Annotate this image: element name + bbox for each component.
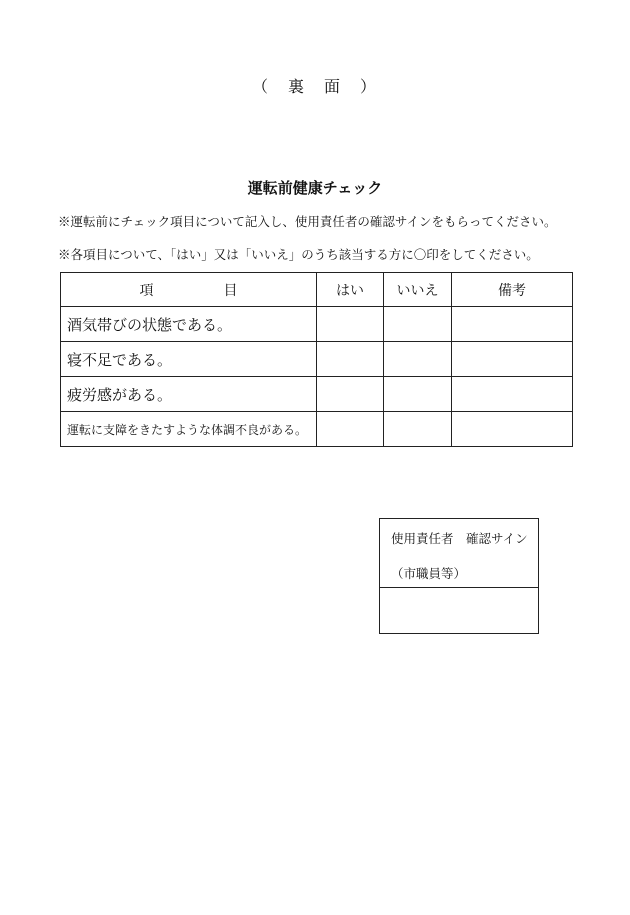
row-item-label: 運転に支障をきたすような体調不良がある。 [61, 412, 317, 447]
row-item-label: 酒気帯びの状態である。 [61, 307, 317, 342]
page-heading: （ 裏 面 ） [251, 77, 378, 96]
header-yes: はい [317, 273, 384, 307]
signature-field[interactable] [380, 588, 538, 633]
sign-box-header [380, 519, 538, 588]
supervisor-sign-box [379, 518, 539, 634]
row-no-cell[interactable] [384, 342, 452, 377]
row-item-label: 寝不足である。 [61, 342, 317, 377]
row-remarks-cell[interactable] [452, 412, 573, 447]
table-row [61, 412, 573, 447]
row-yes-cell[interactable] [317, 412, 384, 447]
row-yes-cell[interactable] [317, 342, 384, 377]
table-row [61, 377, 573, 412]
table-header-row [61, 273, 573, 307]
header-no: いいえ [384, 273, 452, 307]
row-remarks-cell[interactable] [452, 377, 573, 412]
sign-box-sublabel: （市職員等） [391, 566, 467, 581]
row-remarks-cell[interactable] [452, 342, 573, 377]
row-yes-cell[interactable] [317, 377, 384, 412]
instruction-sign-request: ※運転前にチェック項目について記入し、使用責任者の確認サインをもらってください。 [58, 214, 557, 229]
health-check-table [60, 272, 573, 447]
row-no-cell[interactable] [384, 377, 452, 412]
row-no-cell[interactable] [384, 307, 452, 342]
row-item-label: 疲労感がある。 [61, 377, 317, 412]
table-row [61, 342, 573, 377]
instruction-circle-answer: ※各項目について、「はい」又は「いいえ」のうち該当する方に〇印をしてください。 [58, 247, 539, 262]
sign-box-label: 使用責任者 確認サイン [391, 531, 528, 546]
header-remarks: 備考 [452, 273, 573, 307]
form-title: 運転前健康チェック [247, 179, 383, 197]
table-row [61, 307, 573, 342]
row-no-cell[interactable] [384, 412, 452, 447]
row-yes-cell[interactable] [317, 307, 384, 342]
header-item: 項 目 [61, 273, 317, 307]
row-remarks-cell[interactable] [452, 307, 573, 342]
